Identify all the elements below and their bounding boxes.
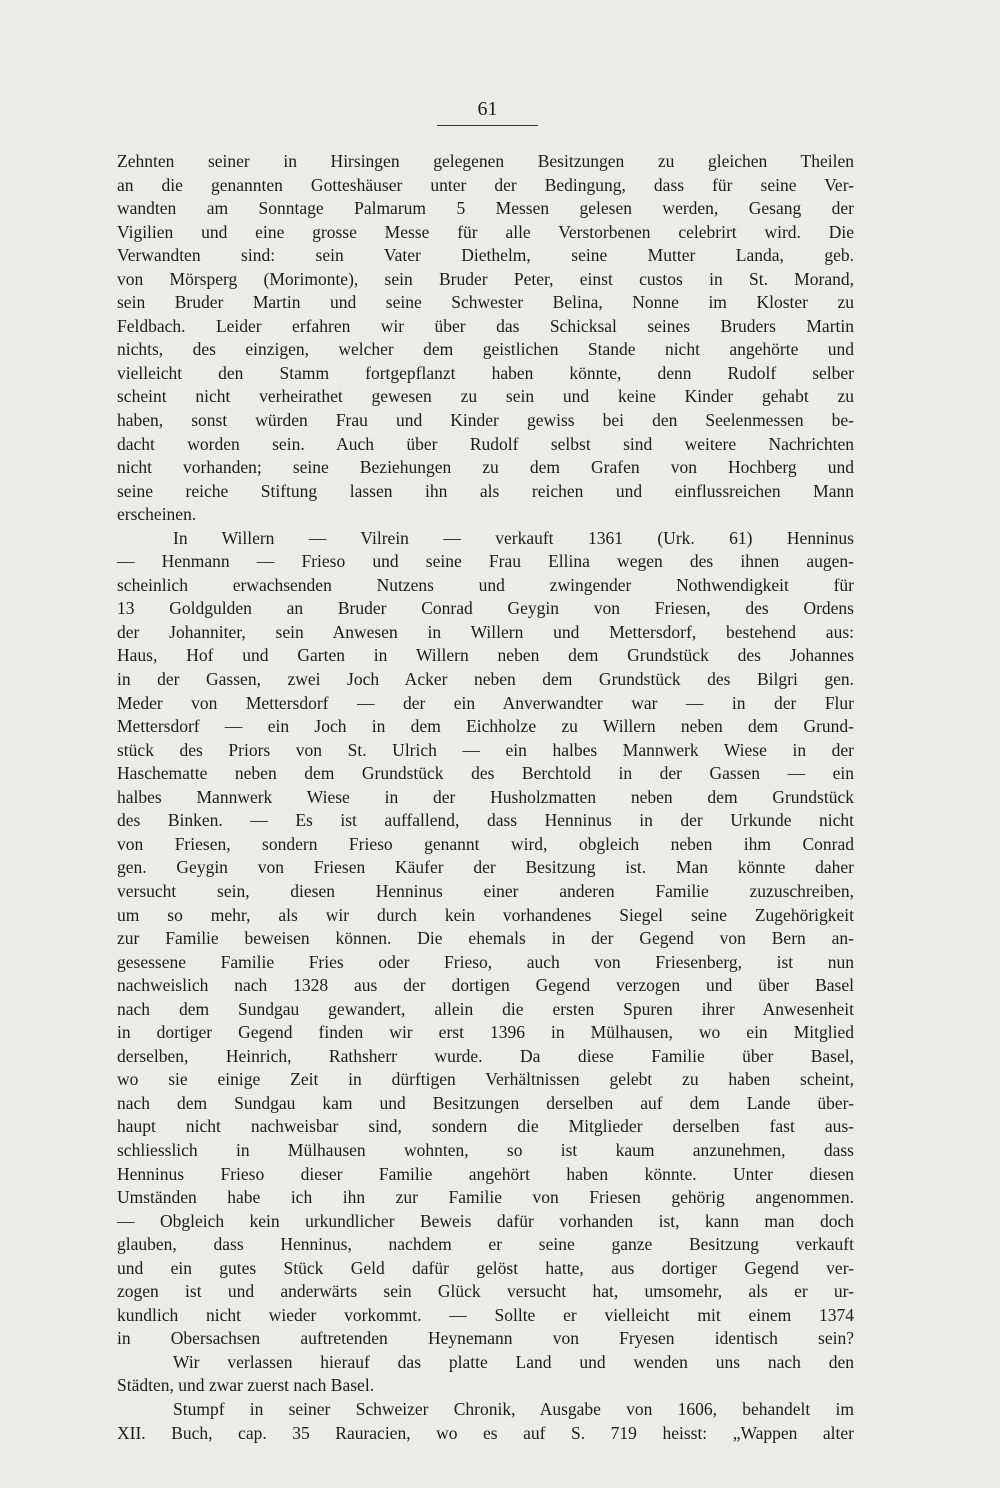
text-line: haben, sonst würden Frau und Kinder gewiss bei den Seelenmessen be-	[117, 410, 854, 431]
text-line: in dortiger Gegend finden wir erst 1396 in Mülhausen, wo ein Mitglied	[117, 1022, 854, 1043]
text-line: 13 Goldgulden an Bruder Conrad Geygin von Friesen, des Ordens	[117, 598, 854, 619]
text-line: In Willern — Vilrein — verkauft 1361 (Urk. 61) Henninus	[173, 527, 854, 548]
text-line: glauben, dass Henninus, nachdem er seine ganze Besitzung verkauft	[117, 1234, 854, 1255]
text-line: wandten am Sonntage Palmarum 5 Messen gelesen werden, Gesang der	[117, 198, 854, 219]
text-line: kundlich nicht wieder vorkommt. — Sollte er vielleicht mit einem 1374	[117, 1304, 854, 1325]
text-line: Wir verlassen hierauf das platte Land und wenden uns nach den	[173, 1351, 854, 1372]
text-line: dacht worden sein. Auch über Rudolf selbst sind weitere Nachrichten	[117, 433, 854, 454]
body-text	[117, 150, 854, 1445]
text-line: Mettersdorf — ein Joch in dem Eichholze zu Willern neben dem Grund-	[117, 716, 854, 737]
text-line: und ein gutes Stück Geld dafür gelöst hatte, aus dortiger Gegend ver-	[117, 1257, 854, 1278]
text-line: versucht sein, diesen Henninus einer anderen Familie zuzuschreiben,	[117, 880, 854, 901]
text-line: halbes Mannwerk Wiese in der Husholzmatten neben dem Grundstück	[117, 786, 854, 807]
text-line: nach dem Sundgau gewandert, allein die ersten Spuren ihrer Anwesenheit	[117, 998, 854, 1019]
text-line: vielleicht den Stamm fortgepflanzt haben könnte, denn Rudolf selber	[117, 362, 854, 383]
text-line: der Johanniter, sein Anwesen in Willern und Mettersdorf, bestehend aus:	[117, 621, 854, 642]
text-line: erscheinen.	[117, 504, 197, 525]
text-line: Stumpf in seiner Schweizer Chronik, Ausgabe von 1606, behandelt im	[173, 1398, 854, 1419]
text-line: zur Familie beweisen können. Die ehemals in der Gegend von Bern an-	[117, 928, 854, 949]
text-line: gen. Geygin von Friesen Käufer der Besitzung ist. Man könnte daher	[117, 857, 854, 878]
text-line: schliesslich in Mülhausen wohnten, so ist kaum anzunehmen, dass	[117, 1139, 854, 1160]
text-line: gesessene Familie Fries oder Frieso, auch von Friesenberg, ist nun	[117, 951, 854, 972]
text-line: derselben, Heinrich, Rathsherr wurde. Da diese Familie über Basel,	[117, 1045, 854, 1066]
page-number: 61	[437, 96, 538, 126]
text-line: sein Bruder Martin und seine Schwester Belina, Nonne im Kloster zu	[117, 292, 854, 313]
text-line: nichts, des einzigen, welcher dem geistlichen Stande nicht angehörte und	[117, 339, 854, 360]
text-line: Feldbach. Leider erfahren wir über das Schicksal seines Bruders Martin	[117, 315, 854, 336]
text-line: Henninus Frieso dieser Familie angehört haben könnte. Unter diesen	[117, 1163, 854, 1184]
text-line: Meder von Mettersdorf — der ein Anverwandter war — in der Flur	[117, 692, 854, 713]
text-line: stück des Priors von St. Ulrich — ein halbes Mannwerk Wiese in der	[117, 739, 854, 760]
text-line: nachweislich nach 1328 aus der dortigen Gegend verzogen und über Basel	[117, 975, 854, 996]
text-line: haupt nicht nachweisbar sind, sondern die Mitglieder derselben fast aus-	[117, 1116, 854, 1137]
text-line: des Binken. — Es ist auffallend, dass Henninus in der Urkunde nicht	[117, 810, 854, 831]
text-line: in der Gassen, zwei Joch Acker neben dem Grundstück des Bilgri gen.	[117, 669, 854, 690]
text-line: nach dem Sundgau kam und Besitzungen derselben auf dem Lande über-	[117, 1092, 854, 1113]
text-line: in Obersachsen auftretenden Heynemann von Fryesen identisch sein?	[117, 1328, 854, 1349]
text-line: Städten, und zwar zuerst nach Basel.	[117, 1375, 375, 1396]
text-line: Vigilien und eine grosse Messe für alle Verstorbenen celebrirt wird. Die	[117, 221, 854, 242]
text-line: an die genannten Gotteshäuser unter der Bedingung, dass für seine Ver-	[117, 174, 854, 195]
text-line: Haschematte neben dem Grundstück des Berchtold in der Gassen — ein	[117, 763, 854, 784]
text-line: — Obgleich kein urkundlicher Beweis dafür vorhanden ist, kann man doch	[117, 1210, 854, 1231]
text-line: von Mörsperg (Morimonte), sein Bruder Peter, einst custos in St. Morand,	[117, 268, 854, 289]
text-line: um so mehr, als wir durch kein vorhandenes Siegel seine Zugehörigkeit	[117, 904, 854, 925]
text-line: wo sie einige Zeit in dürftigen Verhältnissen gelebt zu haben scheint,	[117, 1069, 854, 1090]
text-line: Zehnten seiner in Hirsingen gelegenen Besitzungen zu gleichen Theilen	[117, 151, 854, 171]
text-line: — Henmann — Frieso und seine Frau Ellina wegen des ihnen augen-	[117, 551, 854, 572]
text-line: Verwandten sind: sein Vater Diethelm, seine Mutter Landa, geb.	[117, 245, 854, 266]
text-line: nicht vorhanden; seine Beziehungen zu dem Grafen von Hochberg und	[117, 457, 854, 478]
text-line: zogen ist und anderwärts sein Glück versucht hat, umsomehr, als er ur-	[117, 1281, 854, 1302]
text-line: seine reiche Stiftung lassen ihn als reichen und einflussreichen Mann	[117, 480, 854, 501]
text-line: von Friesen, sondern Frieso genannt wird, obgleich neben ihm Conrad	[117, 833, 854, 854]
text-line: Umständen habe ich ihn zur Familie von Friesen gehörig angenommen.	[117, 1187, 854, 1208]
text-line: scheinlich erwachsenden Nutzens und zwingender Nothwendigkeit für	[117, 574, 854, 595]
text-line: scheint nicht verheirathet gewesen zu sein und keine Kinder gehabt zu	[117, 386, 854, 407]
text-line: XII. Buch, cap. 35 Rauracien, wo es auf S. 719 heisst: „Wappen alter	[117, 1422, 854, 1443]
text-line: Haus, Hof und Garten in Willern neben dem Grundstück des Johannes	[117, 645, 854, 666]
